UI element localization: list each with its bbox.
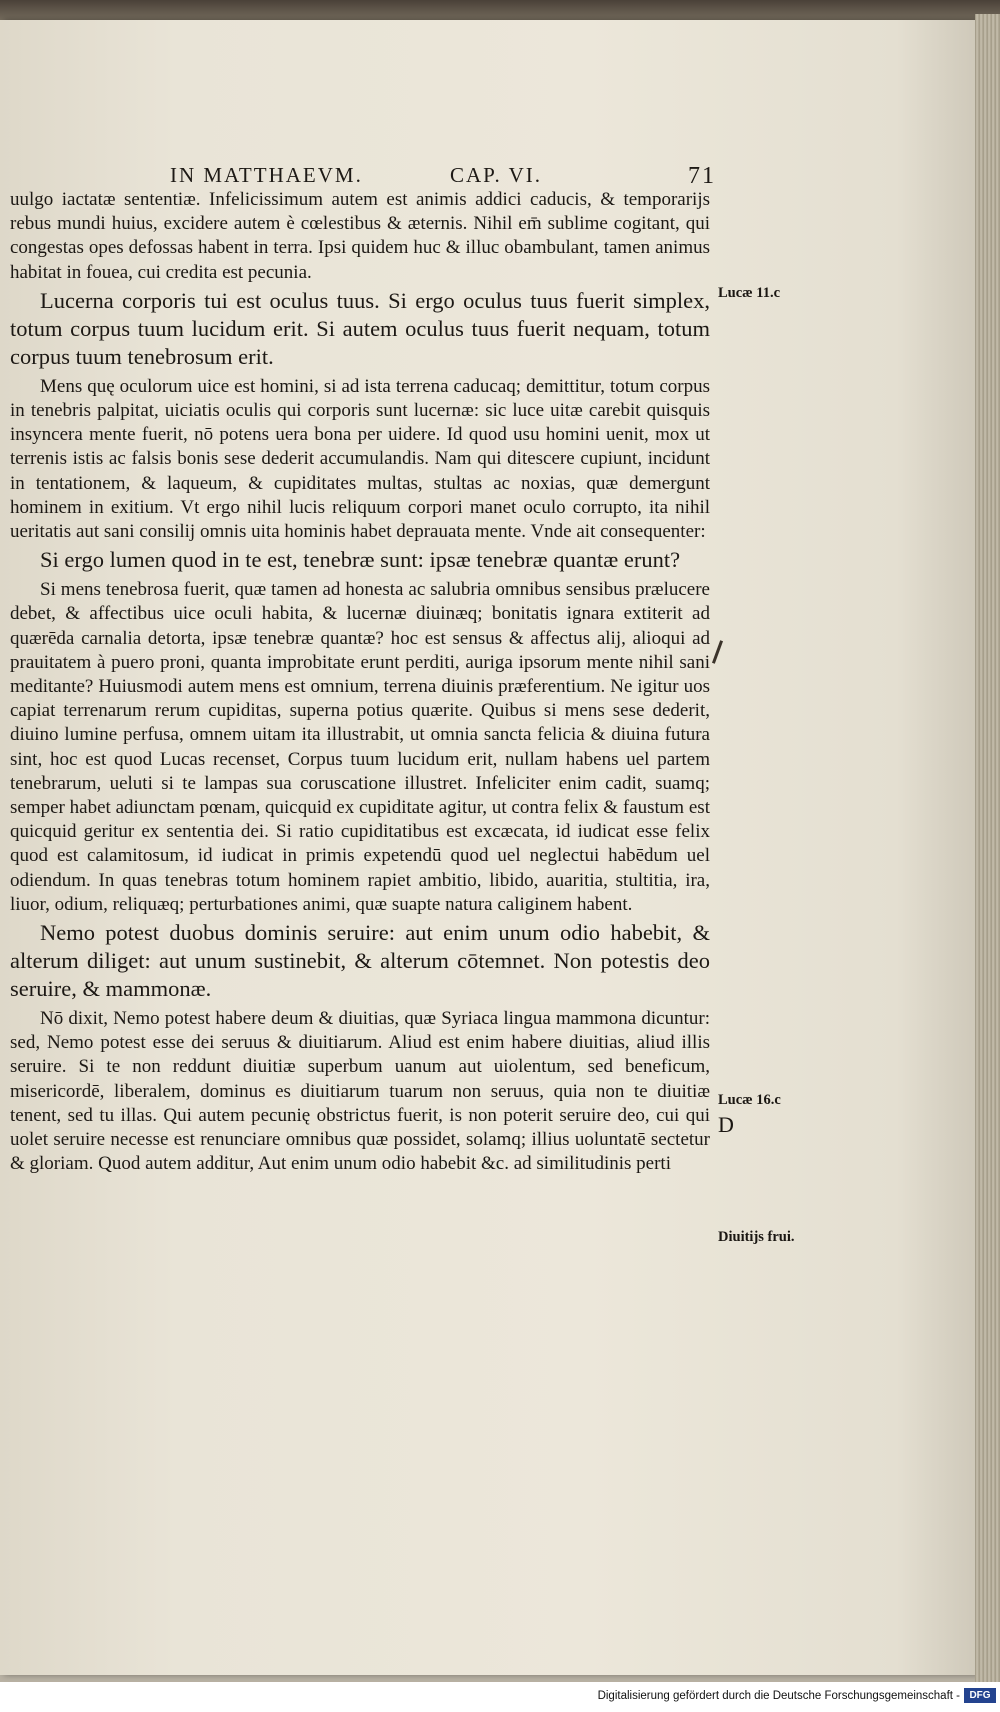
commentary-paragraph: Nō dixit, Nemo potest habere deum & diuitias, quæ Syriaca lingua mammona dicuntur: sed, Nemo potest esse dei seruus & diuitiarum. Aliud est enim habere diuitias, aliud illis seruire. Si te non reddunt diuitiæ superbum uanum aut uiolentum, sed beneficum, misericordē, liberalem, dominus es diuitiarum tuarum non seruus, quia non te diuitiæ tenent, sed tu illas. Qui autem pecunię obstrictus fuerit, is non poterit seruire deo, cui qui uolet seruire necesse est renunciare omnibus quæ possidet, solamq; illius uoluntatē sectetur & gloriam. Quod autem additur, Aut enim unum odio habebit &c. ad similitudinis perti	[10, 1008, 710, 1175]
page-edge	[975, 14, 1000, 1684]
commentary-paragraph: uulgo iactatæ sententiæ. Infelicissimum autem est animis addici caducis, & temporarijs rebus mundi huius, excidere autem è cœlestibus & æternis. Nihil em̄ sublime cogitant, qui congestas opes defossas habent in terra. Ipsi quidem huc & illuc obambulant, tamen animus habitat in fouea, cui credita est pecunia.	[10, 189, 710, 283]
running-head-chapter: CAP. VI.	[450, 163, 543, 187]
running-head-title: IN MATTHAEVM.	[170, 163, 363, 187]
scripture-lemma: Si ergo lumen quod in te est, tenebræ sunt: ipsæ tenebræ quantæ erunt?	[40, 547, 681, 573]
commentary-paragraph: Mens quę oculorum uice est homini, si ad ista terrena caducaq; demittitur, totum corpus in tenebris palpitat, uiciatis oculis qui corporis sunt lucernæ: sic luce uitæ carebit quisquis insyncera mente fuerit, nō potens uera bona per uidere. Id quod usu homini uenit, mox ut terrenis istis ac falsis bonis sese dederit accumulandis. Nam qui ditescere cupiunt, incidunt in tentationem, & laqueum, & cupiditates multas, stultas ac noxias, quæ demergunt hominem in exitium. Vt ergo nihil lucis reliquum corpori manet oculo corrupto, ita nihil ueritatis aut sani consilij omnis uita hominis habet deprauata mente. Vnde ait consequenter:	[10, 375, 710, 543]
scripture-lemma: Nemo potest duobus dominis seruire: aut enim unum odio habebit, & alterum diliget: aut unum sustinebit, & alterum cōtemnet. Non potestis deo seruire, & mammonæ.	[10, 920, 710, 1002]
body-text	[10, 188, 710, 1179]
marginal-note-diuitijs: Diuitijs frui.	[718, 1229, 795, 1245]
scripture-lemma: Lucerna corporis tui est oculus tuus. Si ergo oculus tuus fuerit simplex, totum corpus tuum lucidum erit. Si autem oculus tuus fuerit nequam, totum corpus tuum tenebrosum erit.	[10, 287, 710, 369]
book-page	[0, 20, 975, 1675]
pencil-mark	[712, 640, 723, 664]
marginal-note-luke-11: Lucæ 11.c	[718, 285, 781, 301]
dfg-logo: DFG	[964, 1688, 996, 1703]
marginal-note-luke-16: Lucæ 16.c	[718, 1092, 781, 1108]
marginal-section-letter: D	[718, 1112, 734, 1137]
digitization-footer	[0, 1682, 1000, 1712]
folio-number: 71	[688, 163, 716, 189]
commentary-paragraph: Si mens tenebrosa fuerit, quæ tamen ad honesta ac salubria omnibus sensibus prælucere debet, & affectibus uice oculi habita, & lucernæ diuinæq; bonitatis ignara extiterit ad quærēda carnalia detorta, ipsæ tenebræ quantæ? hoc est sensus & affectus alij, alioqui ad prauitatem à puero proni, quanta improbitate erunt perditi, auriga ipsorum mente nihil sani meditante? Huiusmodi autem mens est omnium, terrena diuinis præferentium. Ne igitur uos capiat terrenarum rerum cupiditas, superna potius quærite. Quibus si mens sese dederit, diuino lumine perfusa, omnem uitam ita illustrabit, ut omnia sancta felicia & diuina futura sint, hoc est quod Lucas recenset, Corpus tuum lucidum erit, nullam habens uel partem tenebrarum, ueluti si te lampas sua coruscatione illustret. Infeliciter enim cadit, suamq; semper habet adiunctam pœnam, quicquid ex cupiditate agitur, ut contra felix & faustum est quicquid geritur ex sententia dei. Si ratio cupiditatibus est excæcata, id iudicat esse felix quod est calamitosum, id iudicat in primis expetendū quod uel neglectui habēdum uel odiendum. In quas tenebras totum hominem rapiet ambitio, libido, auaritia, stultitia, ira, liuor, odium, reliquæq; perturbationes animi, quæ suapte natura caliginem habent.	[10, 579, 710, 915]
funding-credit: Digitalisierung gefördert durch die Deutsche Forschungsgemeinschaft -	[597, 1690, 960, 1702]
